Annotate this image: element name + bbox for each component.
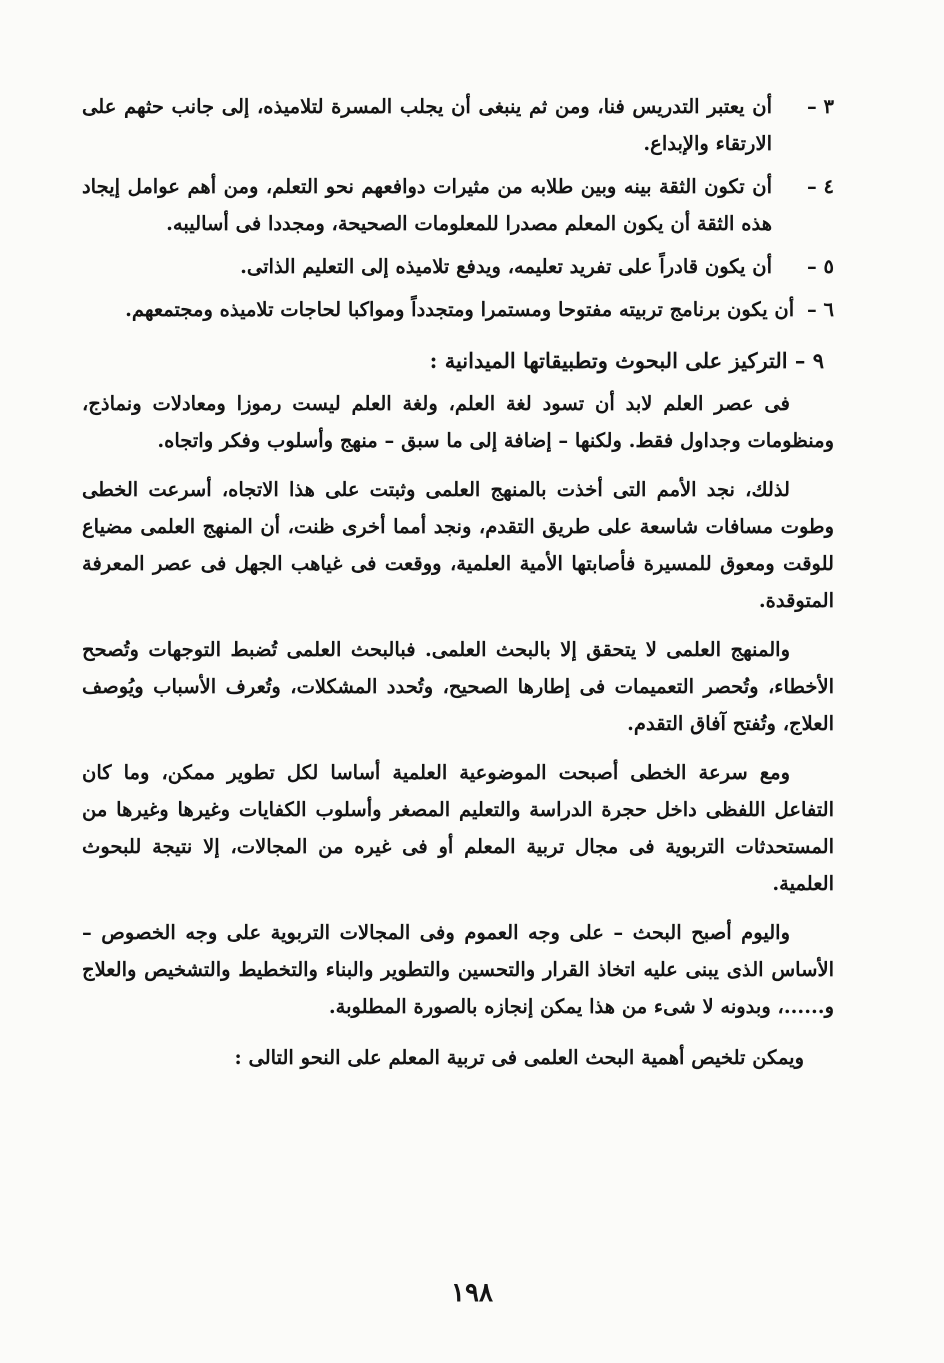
list-number: ٥ – <box>806 255 834 278</box>
section-heading: ٩ – التركيز على البحوث وتطبيقاتها الميدانية : <box>429 348 824 373</box>
list-text: أن يكون برنامج تربيته مفتوحا ومستمرا ومتجدداً ومواكبا لحاجات تلاميذه ومجتمعهم. <box>125 298 795 321</box>
paragraph: فى عصر العلم لابد أن تسود لغة العلم، ولغة العلم ليست رموزا ومعادلات ونماذج، ومنظومات وجداول فقط. ولكنها – إضافة إلى ما سبق – منهج وأسلوب وفكر واتجاه. <box>82 392 834 452</box>
list-text: أن تكون الثقة بينه وبين طلابه من مثيرات دوافعهم نحو التعلم، ومن أهم عوامل إيجاد هذه الثقة أن يكون المعلم مصدرا للمعلومات الصحيحة، ومجددا فى أساليبه. <box>82 175 772 235</box>
paragraph: واليوم أصبح البحث – على وجه العموم وفى المجالات التربوية على وجه الخصوص – الأساس الذى يبنى عليه اتخاذ القرار والتحسين والتطوير والبناء والتخطيط والتشخيص والعلاج و......، وبدونه لا شىء من هذا يمكن إنجازه بالصورة المطلوبة. <box>82 921 834 1018</box>
list-item-6 <box>82 291 834 328</box>
paragraph: والمنهج العلمى لا يتحقق إلا بالبحث العلمى. فبالبحث العلمى تُضبط التوجهات وتُصحح الأخطاء، وتُحصر التعميمات فى إطارها الصحيح، وتُحدد المشكلات، وتُعرف الأسباب ويُوصف العلاج، وتُفتح آفاق التقدم. <box>82 638 834 735</box>
list-item-3 <box>82 88 834 162</box>
paragraph: ومع سرعة الخطى أصبحت الموضوعية العلمية أساسا لكل تطوير ممكن، وما كان التفاعل اللفظى داخل حجرة الدراسة والتعليم المصغر وأسلوب الكفايات وغيرها وغيرها من المستحدثات التربوية فى مجال تربية المعلم أو فى غيره من المجالات، إلا نتيجة للبحوث العلمية. <box>82 761 834 895</box>
list-number: ٣ – <box>806 95 834 118</box>
list-item-5 <box>82 248 834 285</box>
list-item-4 <box>82 168 834 242</box>
paragraph: لذلك، نجد الأمم التى أخذت بالمنهج العلمى وثبتت على هذا الاتجاه، أسرعت الخطى وطوت مسافات شاسعة على طريق التقدم، ونجد أمما أخرى ظنت، أن المنهج العلمى مضياع للوقت ومعوق للمسيرة فأصابتها الأمية العلمية، ووقعت فى غياهب الجهل فى عصر المعرفة المتوقدة. <box>82 478 834 612</box>
list-number: ٦ – <box>806 298 834 321</box>
list-number: ٤ – <box>806 175 834 198</box>
page-body <box>82 88 834 1088</box>
list-text: أن يعتبر التدريس فنا، ومن ثم ينبغى أن يجلب المسرة لتلاميذه، إلى جانب حثهم على الارتقاء والإبداع. <box>82 95 772 155</box>
list-text: أن يكون قادراً على تفريد تعليمه، ويدفع تلاميذه إلى التعليم الذاتى. <box>240 255 772 278</box>
page-number: ١٩٨ <box>451 1278 493 1308</box>
closing-line: ويمكن تلخيص أهمية البحث العلمى فى تربية المعلم على النحو التالى : <box>234 1046 804 1069</box>
